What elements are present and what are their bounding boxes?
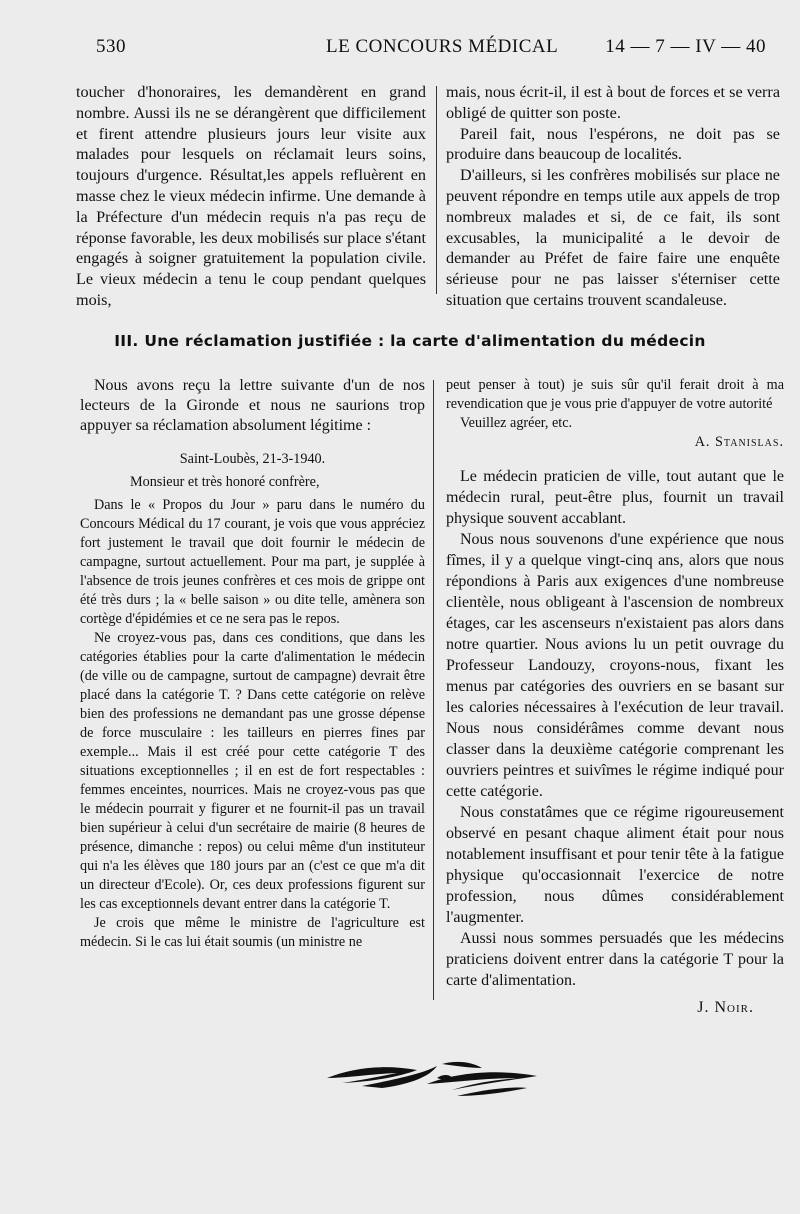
top-right-paragraph-2: Pareil fait, nous l'espérons, ne doit pas se produire dans beaucoup de localités. (446, 124, 780, 164)
top-left-column (76, 82, 426, 311)
letter-closing: Veuillez agréer, etc. (460, 415, 573, 431)
letter-salutation: Monsieur et très honoré confrère, (130, 474, 320, 490)
letter-paragraph-2: Ne croyez-vous pas, dans ces conditions, que dans les catégories établies pour la carte d'alimentation le médecin (de ville ou de campagne, surtout de campagne) devrait être placé dans la catégorie T. ? Dans cette catégorie on relève bien des professions ne demandant pas une grosse dépense de force musculaire : les tailleurs en pierres fines par exemple... Mais il est créé pour cette catégorie T des situations exceptionnelles ; il en est de fort respectables : femmes enceintes, nourrices. Mais ne croyez-vous pas que le médecin pourrait y figurer et ne fournit-il pas un travail bien supérieur à celui d'un secrétaire de mairie (8 heures de présence, dimanche : repos) ou celui même d'un instituteur qui n'a les élèves que 180 jours par an (c'est ce que m'a dit un directeur d'Ecole). Or, ces deux professions figurent sur les cas exceptionnels devant entrer dans la catégorie T. (80, 630, 425, 912)
top-right-paragraph-1: mais, nous écrit-il, il est à bout de forces et se verra obligé de quitter son poste. (446, 83, 780, 122)
section-title: III. Une réclamation justifiée : la carte d'alimentation du médecin (114, 332, 706, 350)
journal-title: LE CONCOURS MÉDICAL (326, 36, 559, 57)
ornament-flourish-icon (322, 1056, 542, 1106)
column-divider-bottom (433, 380, 434, 1000)
bottom-right-column (446, 376, 784, 1018)
author-signature: J. Noir. (697, 999, 754, 1016)
top-left-paragraph: toucher d'honoraires, les demandèrent en grand nombre. Aussi ils ne se dérangèrent que difficilement et firent attendre plusieurs jours leur visite aux malades pour lesquels on réclamait leurs soins, toujours d'urgence. Résultat,les appels refluèrent en masse chez le vieux médecin infirme. Une demande à la Préfecture d'un médecin requis n'a pas reçu de réponse favorable, les deux mobilisés sur place s'étant engagés à soigner gratuitement la population civile. Le vieux médecin a tenu le coup pendant quelques mois, (76, 83, 426, 309)
response-paragraph-1: Le médecin praticien de ville, tout autant que le médecin rural, peut-être plus, fournit un travail physique souvent accablant. (446, 468, 784, 527)
response-paragraph-3: Nous constatâmes que ce régime rigoureusement observé en pesant chaque aliment était pour nous notablement insuffisant et pour tenir tête à la fatigue physique qu'occasionnait l'exercice de notre profession, nous dûmes considérablement l'augmenter. (446, 804, 784, 926)
letter-paragraph-1: Dans le « Propos du Jour » paru dans le numéro du Concours Médical du 17 courant, je vois que vous appréciez fort justement le travail que doit fournir le médecin de campagne, surtout actuellement. Pour ma part, je supplée à l'absence de trois jeunes confrères et ces mois de grippe ont été très durs ; la « belle saison » ou dite telle, amènera son cortège d'épidémies et ce ne sera pas le repos. (80, 497, 425, 627)
top-right-column (446, 82, 780, 311)
letter-continuation: peut penser à tout) je suis sûr qu'il ferait droit à ma revendication que je vous prie d'appuyer de votre autorité (446, 377, 784, 412)
response-paragraph-4: Aussi nous sommes persuadés que les médecins praticiens doivent entrer dans la catégorie T pour la carte d'alimentation. (446, 930, 784, 989)
top-right-paragraph-3: D'ailleurs, si les confrères mobilisés sur place ne peuvent répondre en temps utile aux appels de trop nombreux malades et si, de ce fait, ils sont excusables, la municipalité a le devoir de demander au Préfet de faire faire une enquête sérieuse pour ne pas laisser s'éterniser cette situation que certains trouvent scandaleuse. (446, 166, 780, 309)
page-number: 530 (96, 36, 126, 57)
issue-date: 14 — 7 — IV — 40 (605, 36, 766, 57)
bottom-left-column (80, 376, 425, 952)
letter-paragraph-3: Je crois que même le ministre de l'agriculture est médecin. Si le cas lui était soumis (un ministre ne (80, 915, 425, 950)
intro-paragraph: Nous avons reçu la lettre suivante d'un de nos lecteurs de la Gironde et nous ne saurions trop appuyer sa réclamation absolument légitime : (80, 377, 425, 434)
letter-place-date: Saint-Loubès, 21-3-1940. (179, 451, 326, 467)
page-header (96, 36, 766, 64)
column-divider-top (436, 86, 437, 294)
response-paragraph-2: Nous nous souvenons d'une expérience que nous fîmes, il y a quelque vingt-cinq ans, alors que nous répondions à Paris aux exigences d'une nombreuse clientèle, nous obligeant à l'ascension de nombreux étages, car les ascenseurs n'existaient pas alors dans notre quartier. Nous avions lu un petit ouvrage du Professeur Landouzy, croyons-nous, fixant les menus par catégories des ouvriers en se basant sur les calories nécessaires à l'exécution de leur travail. Nous nous considérâmes comme devant nous classer dans la deuxième catégorie comprenant les ouvriers peintres et suivîmes le régime indiqué pour cette catégorie. (446, 531, 784, 800)
letter-signature: A. Stanislas. (694, 434, 784, 450)
